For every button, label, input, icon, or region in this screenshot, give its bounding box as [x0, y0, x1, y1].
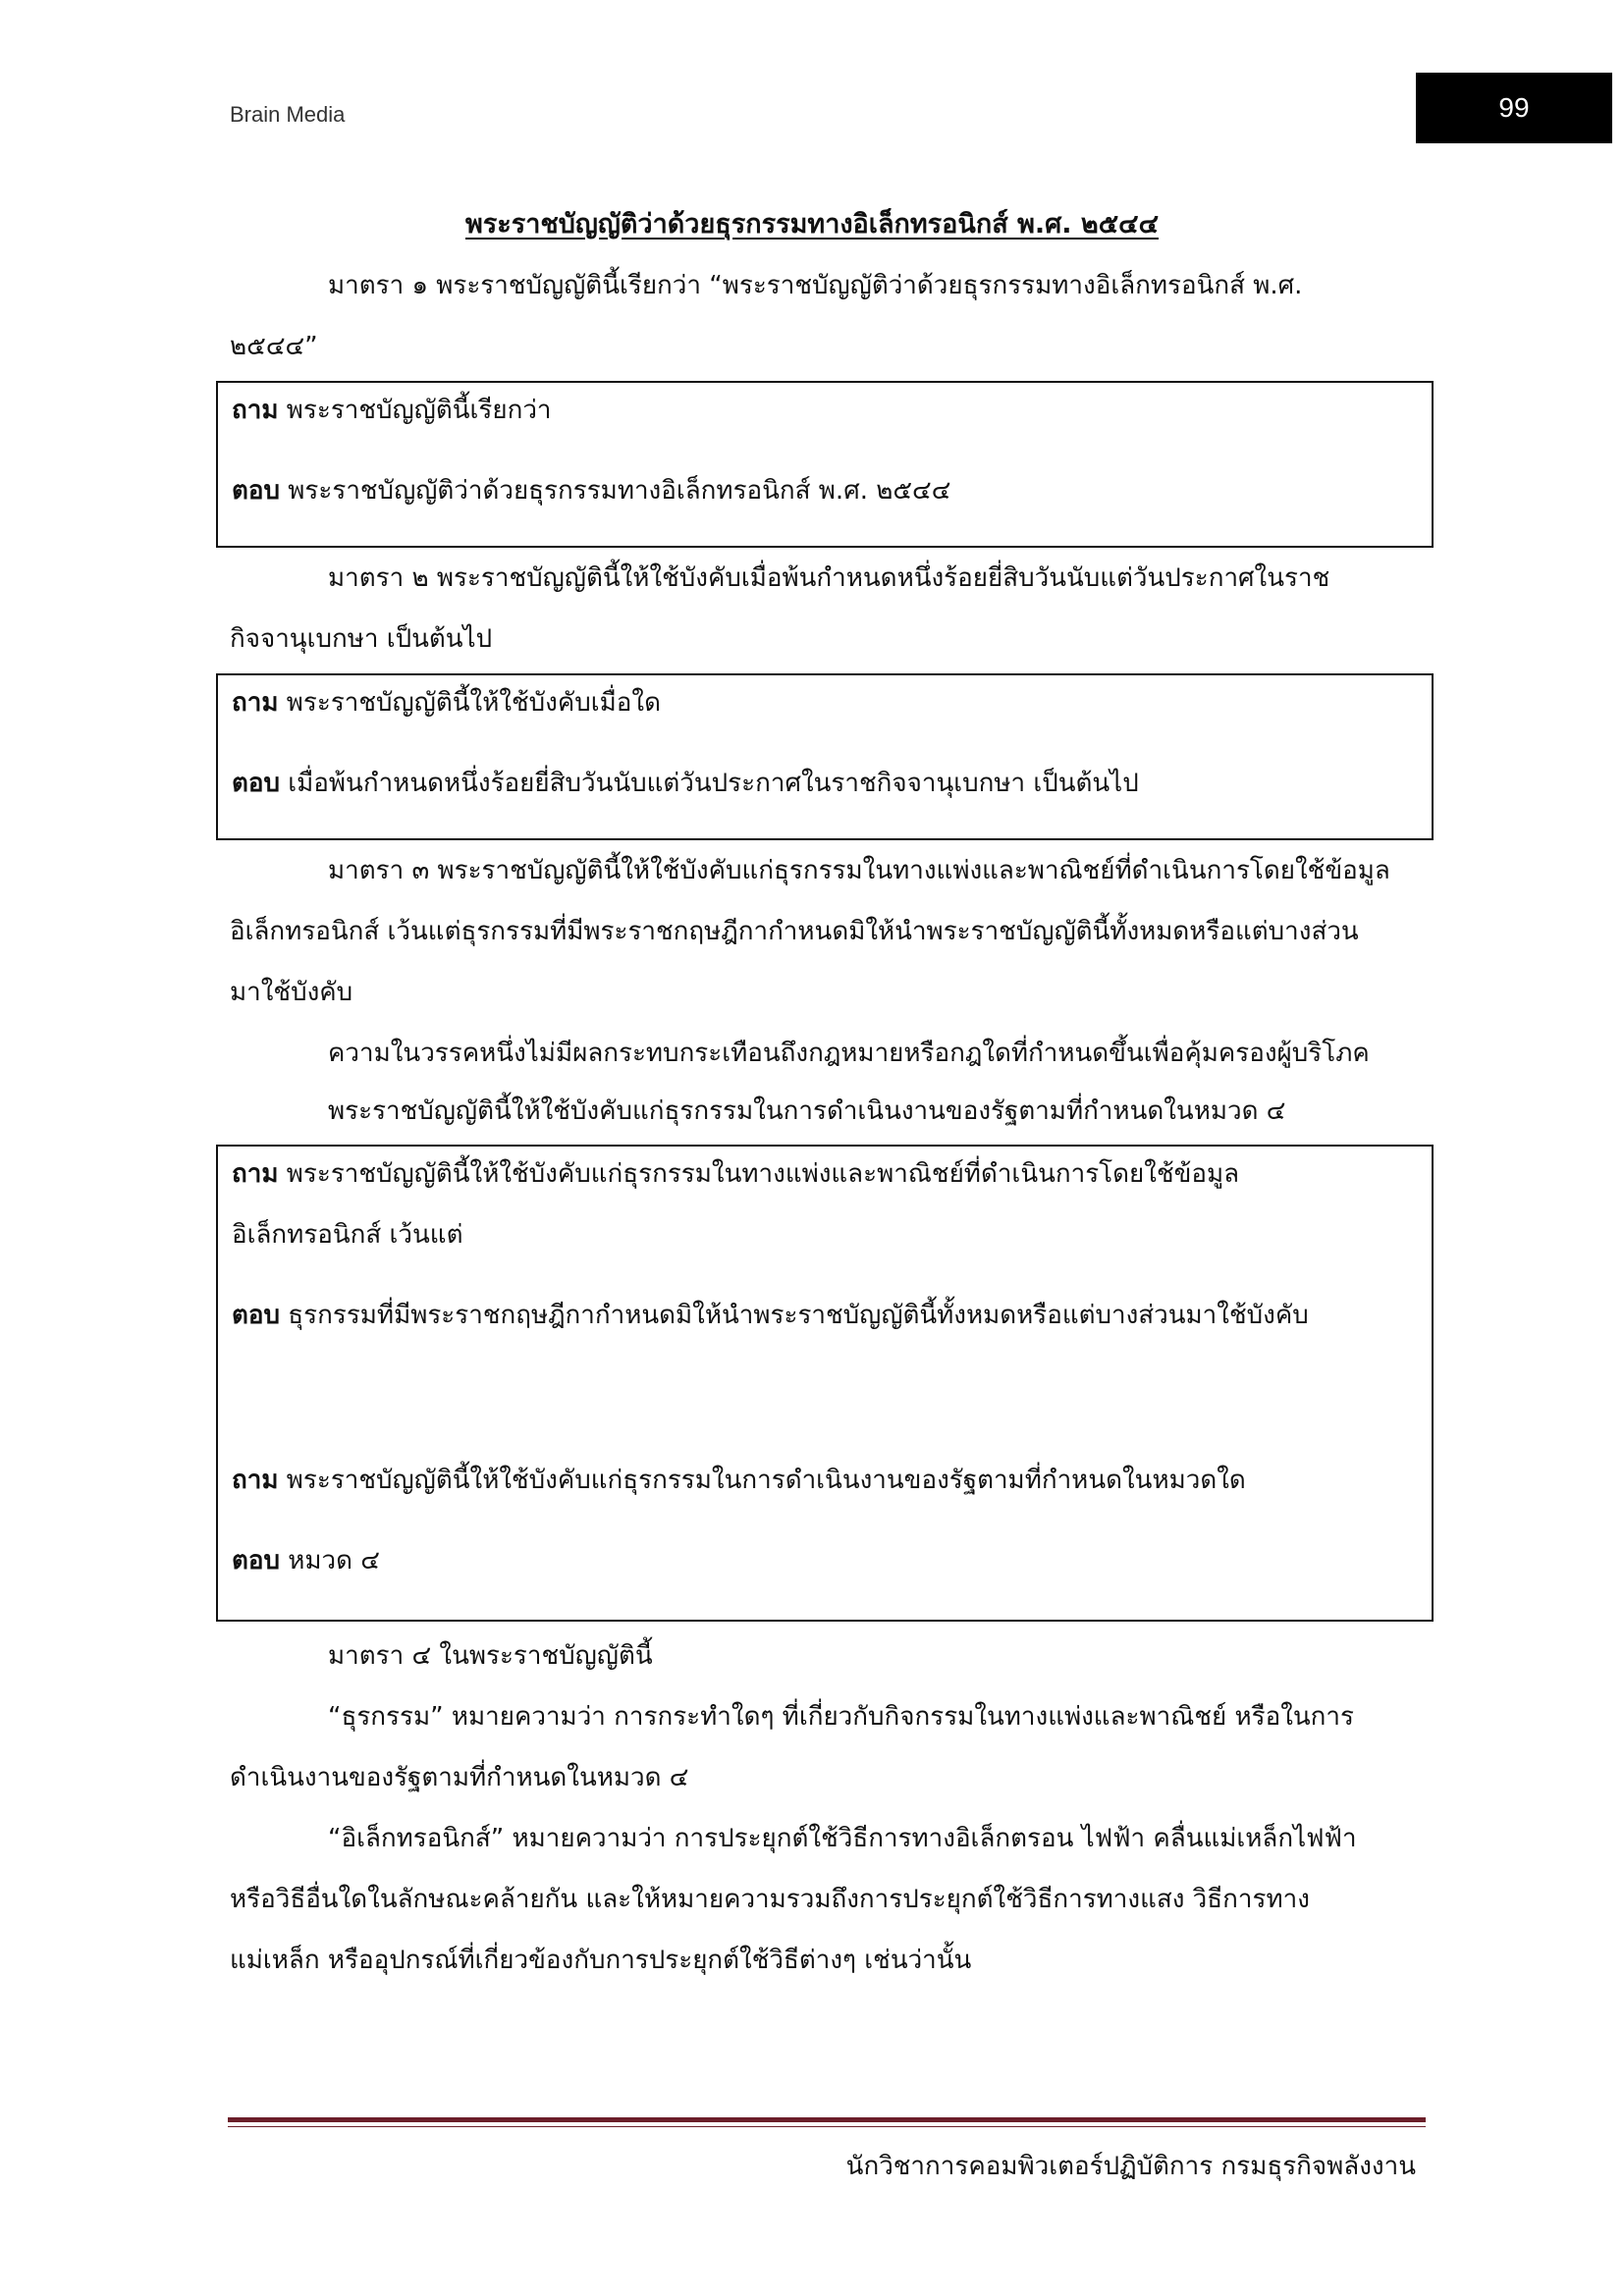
- footer-rule-thin: [228, 2126, 1426, 2127]
- answer-text: หมวด ๔: [288, 1546, 380, 1575]
- section-2: [230, 548, 1437, 669]
- section-3: [230, 840, 1437, 1139]
- qa-box-1: [216, 381, 1434, 548]
- question-label: ถาม: [232, 1466, 279, 1495]
- page-number: 99: [1416, 73, 1612, 143]
- section-3-line-2: อิเล็กทรอนิกส์ เว้นแต่ธุรกรรมที่มีพระราชกฤษฎีกากำหนดมิให้นำพระราชบัญญัตินี้ทั้งหมดหรือแต่บางส่วน: [230, 917, 1359, 946]
- section-3-line-3: มาใช้บังคับ: [230, 978, 353, 1007]
- question-label: ถาม: [232, 688, 279, 718]
- section-4-line-1: มาตรา ๔ ในพระราชบัญญัตินี้: [328, 1641, 653, 1671]
- section-4-line-6: แม่เหล็ก หรืออุปกรณ์ที่เกี่ยวข้องกับการประยุกต์ใช้วิธีต่างๆ เช่นว่านั้น: [230, 1946, 972, 1975]
- question-text: พระราชบัญญัตินี้ให้ใช้บังคับแก่ธุรกรรมในทางแพ่งและพาณิชย์ที่ดำเนินการโดยใช้ข้อมูล: [286, 1159, 1240, 1189]
- section-2-line-2: กิจจานุเบกษา เป็นต้นไป: [230, 624, 493, 654]
- header-brand: Brain Media: [230, 102, 346, 127]
- qa-3-question-1-cont: อิเล็กทรอนิกส์ เว้นแต่: [232, 1220, 463, 1250]
- qa-3-answer-2: [232, 1539, 1418, 1582]
- answer-label: ตอบ: [232, 476, 281, 506]
- section-1-line-1: มาตรา ๑ พระราชบัญญัตินี้เรียกว่า “พระราชบัญญัติว่าด้วยธุรกรรมทางอิเล็กทรอนิกส์ พ.ศ.: [328, 271, 1303, 300]
- qa-2-question: [232, 681, 1418, 724]
- section-1: [230, 255, 1437, 377]
- section-3-line-4: ความในวรรคหนึ่งไม่มีผลกระทบกระเทือนถึงกฎหมายหรือกฎใดที่กำหนดขึ้นเพื่อคุ้มครองผู้บริโภค: [328, 1039, 1370, 1068]
- question-label: ถาม: [232, 1159, 279, 1189]
- question-text: พระราชบัญญัตินี้ให้ใช้บังคับเมื่อใด: [286, 688, 661, 718]
- section-1-line-2: ๒๕๔๔”: [230, 332, 318, 361]
- section-4-line-3: ดำเนินงานของรัฐตามที่กำหนดในหมวด ๔: [230, 1763, 689, 1792]
- answer-label: ตอบ: [232, 769, 281, 798]
- answer-label: ตอบ: [232, 1301, 281, 1330]
- section-4-line-2: “ธุรกรรม” หมายความว่า การกระทำใดๆ ที่เกี่ยวกับกิจกรรมในทางแพ่งและพาณิชย์ หรือในการ: [328, 1702, 1354, 1732]
- qa-2-answer: [232, 762, 1418, 805]
- answer-text: ธุรกรรมที่มีพระราชกฤษฎีกากำหนดมิให้นำพระราชบัญญัตินี้ทั้งหมดหรือแต่บางส่วนมาใช้บังคับ: [288, 1301, 1309, 1330]
- section-3-line-5: พระราชบัญญัตินี้ให้ใช้บังคับแก่ธุรกรรมในการดำเนินงานของรัฐตามที่กำหนดในหมวด ๔: [328, 1096, 1286, 1126]
- section-4: [230, 1626, 1437, 1991]
- qa-1-question: [232, 389, 1418, 432]
- qa-1-answer: [232, 469, 1418, 512]
- answer-text: เมื่อพ้นกำหนดหนึ่งร้อยยี่สิบวันนับแต่วันประกาศในราชกิจจานุเบกษา เป็นต้นไป: [288, 769, 1139, 798]
- question-text: พระราชบัญญัตินี้เรียกว่า: [286, 396, 552, 425]
- question-label: ถาม: [232, 396, 279, 425]
- section-4-line-5: หรือวิธีอื่นใดในลักษณะคล้ายกัน และให้หมายความรวมถึงการประยุกต์ใช้วิธีการทางแสง วิธีการทาง: [230, 1885, 1310, 1914]
- section-2-line-1: มาตรา ๒ พระราชบัญญัตินี้ให้ใช้บังคับเมื่อพ้นกำหนดหนึ่งร้อยยี่สิบวันนับแต่วันประกาศในราช: [328, 563, 1330, 593]
- answer-label: ตอบ: [232, 1546, 281, 1575]
- qa-3-question-2: [232, 1459, 1418, 1502]
- qa-box-3: [216, 1145, 1434, 1622]
- qa-3-answer-1: [232, 1294, 1418, 1337]
- qa-3-question-1: [232, 1152, 1418, 1196]
- footer-text: นักวิชาการคอมพิวเตอร์ปฏิบัติการ กรมธุรกิจพลังงาน: [845, 2152, 1416, 2181]
- question-text: พระราชบัญญัตินี้ให้ใช้บังคับแก่ธุรกรรมในการดำเนินงานของรัฐตามที่กำหนดในหมวดใด: [286, 1466, 1246, 1495]
- answer-text: พระราชบัญญัติว่าด้วยธุรกรรมทางอิเล็กทรอนิกส์ พ.ศ. ๒๕๔๔: [288, 476, 951, 506]
- footer-rule: [228, 2117, 1426, 2122]
- section-4-line-4: “อิเล็กทรอนิกส์” หมายความว่า การประยุกต์ใช้วิธีการทางอิเล็กตรอน ไฟฟ้า คลื่นแม่เหล็กไฟฟ้า: [328, 1824, 1357, 1853]
- document-title: พระราชบัญญัติว่าด้วยธุรกรรมทางอิเล็กทรอนิกส์ พ.ศ. ๒๕๔๔: [464, 209, 1160, 240]
- qa-box-2: [216, 673, 1434, 840]
- section-3-line-1: มาตรา ๓ พระราชบัญญัตินี้ให้ใช้บังคับแก่ธุรกรรมในทางแพ่งและพาณิชย์ที่ดำเนินการโดยใช้ข้อมูล: [328, 856, 1390, 885]
